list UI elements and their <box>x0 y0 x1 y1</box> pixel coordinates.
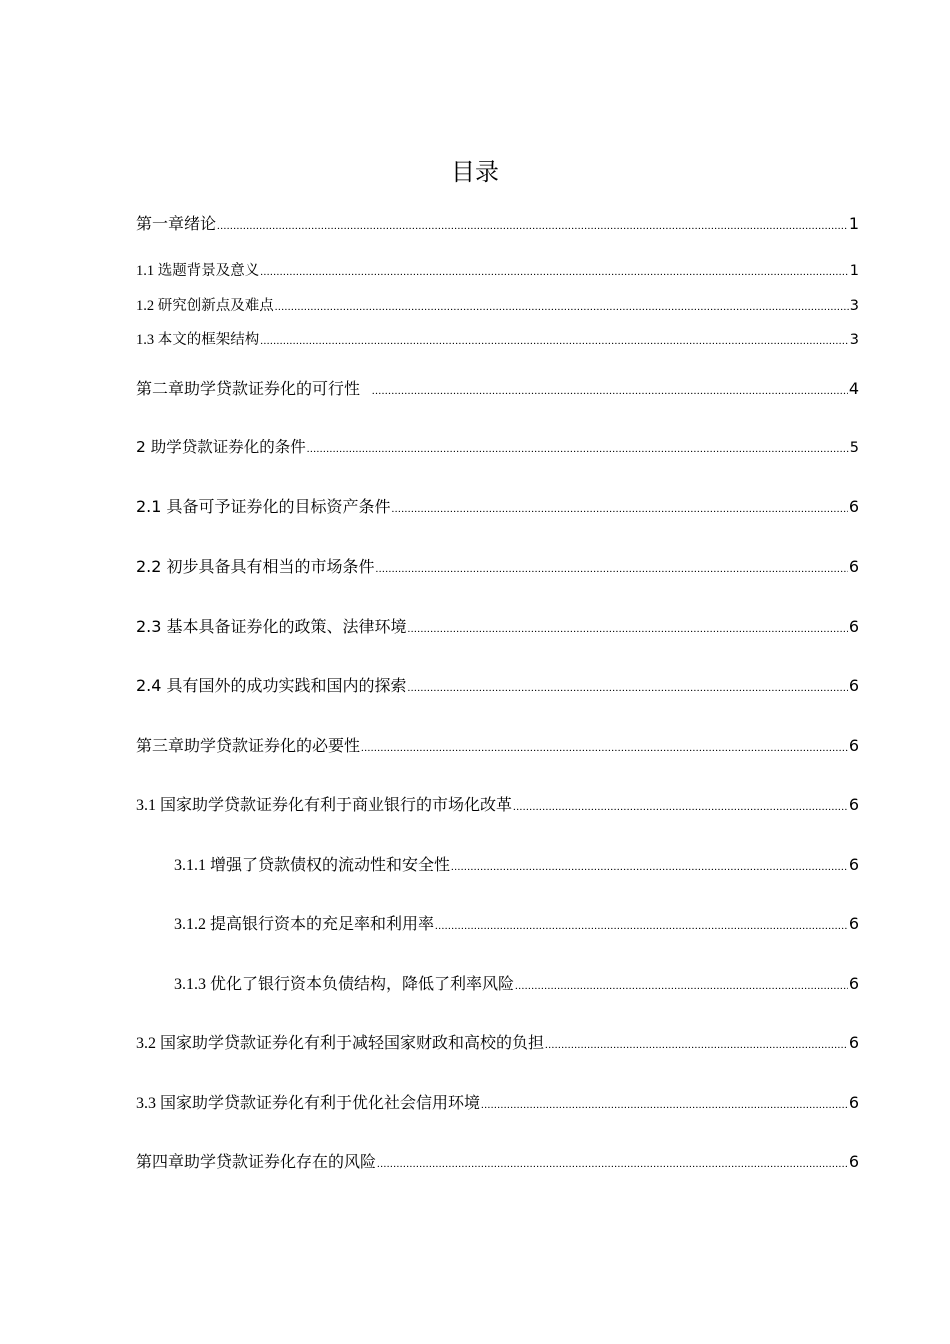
toc-entry-3-1-1[interactable] <box>174 852 859 875</box>
toc-entry-text: 3.2 国家助学贷款证券化有利于减轻国家财政和高校的负担 <box>136 1035 545 1052</box>
toc-page-number: 6 <box>848 736 859 755</box>
toc-entry-text: 1.3 本文的框架结构 <box>136 332 260 348</box>
toc-leader-dots <box>435 920 848 932</box>
toc-entry-text: 2.3 基本具备证券化的政策、法律环境 <box>136 617 407 636</box>
toc-leader-dots <box>217 220 848 232</box>
toc-page-number: 6 <box>848 855 859 874</box>
toc-entry-text: 3.1.2 提高银行资本的充足率和利用率 <box>174 916 435 933</box>
toc-entry-text: 3.3 国家助学贷款证券化有利于优化社会信用环境 <box>136 1095 481 1112</box>
toc-leader-dots <box>392 503 848 515</box>
toc-page-number: 4 <box>848 379 859 398</box>
toc-page-number: 6 <box>848 617 859 636</box>
toc-leader-dots <box>513 801 848 813</box>
toc-leader-dots <box>451 861 848 873</box>
toc-page-number: 5 <box>849 440 859 456</box>
toc-leader-dots <box>408 623 848 635</box>
toc-entry-3-2[interactable] <box>136 1030 859 1053</box>
toc-page-number: 6 <box>848 557 859 576</box>
toc-entry-2-4[interactable] <box>136 673 859 696</box>
toc-leader-dots <box>545 1039 848 1051</box>
toc-entry-2-3[interactable] <box>136 614 859 637</box>
toc-entry-chapter-1[interactable] <box>136 211 859 234</box>
toc-entry-text: 第一章绪论 <box>136 214 217 233</box>
toc-leader-dots <box>377 1158 848 1170</box>
toc-entry-text: 2.1 具备可予证券化的目标资产条件 <box>136 497 391 516</box>
toc-page-number: 3 <box>849 332 859 348</box>
toc-page-number: 6 <box>848 676 859 695</box>
toc-entry-text: 第二章助学贷款证券化的可行性 <box>136 379 361 398</box>
toc-page-number: 6 <box>848 974 859 993</box>
toc-entry-1-3[interactable] <box>136 328 859 349</box>
toc-leader-dots <box>361 742 848 754</box>
toc-entry-2-1[interactable] <box>136 494 859 517</box>
toc-page-number: 1 <box>849 263 859 279</box>
toc-entry-text: 2.4 具有国外的成功实践和国内的探索 <box>136 676 407 695</box>
toc-page-number: 6 <box>848 795 859 814</box>
toc-entry-1-1[interactable] <box>136 259 859 280</box>
toc-entry-chapter-3[interactable] <box>136 733 859 756</box>
toc-leader-dots <box>372 385 848 397</box>
toc-entry-text: 第四章助学贷款证券化存在的风险 <box>136 1152 377 1171</box>
toc-leader-dots <box>376 563 848 575</box>
toc-leader-dots <box>275 301 849 313</box>
toc-page-number: 6 <box>848 497 859 516</box>
page-title: 目录 <box>451 158 499 186</box>
toc-entry-chapter-2[interactable] <box>136 376 859 399</box>
toc-leader-dots <box>260 335 849 347</box>
toc-leader-dots <box>515 980 848 992</box>
toc-entry-chapter-4[interactable] <box>136 1149 859 1172</box>
toc-page-number: 6 <box>848 1152 859 1171</box>
toc-leader-dots <box>408 682 848 694</box>
toc-entry-text: 第三章助学贷款证券化的必要性 <box>136 736 361 755</box>
toc-entry-text: 2 助学贷款证券化的条件 <box>136 438 306 456</box>
toc-entry-text: 3.1 国家助学贷款证券化有利于商业银行的市场化改革 <box>136 797 513 814</box>
toc-page-number: 6 <box>848 914 859 933</box>
toc-page-number: 6 <box>848 1093 859 1112</box>
toc-entry-3-1-2[interactable] <box>174 911 859 934</box>
toc-page-number: 6 <box>848 1033 859 1052</box>
toc-page-number: 3 <box>849 298 859 314</box>
toc-entry-text: 3.1.3 优化了银行资本负债结构，降低了利率风险 <box>174 976 515 993</box>
toc-entry-text: 3.1.1 增强了贷款债权的流动性和安全性 <box>174 857 451 874</box>
toc-entry-3-3[interactable] <box>136 1090 859 1113</box>
toc-entry-2[interactable] <box>136 435 859 457</box>
toc-entry-text: 2.2 初步具备具有相当的市场条件 <box>136 557 375 576</box>
toc-entry-3-1-3[interactable] <box>174 971 859 994</box>
toc-entry-text: 1.1 选题背景及意义 <box>136 263 260 279</box>
toc-leader-dots <box>307 443 849 455</box>
toc-entry-1-2[interactable] <box>136 294 859 315</box>
toc-leader-dots <box>481 1099 848 1111</box>
toc-leader-dots <box>260 266 849 278</box>
toc-entry-3-1[interactable] <box>136 792 859 815</box>
toc-entry-text: 1.2 研究创新点及难点 <box>136 298 274 314</box>
toc-entry-2-2[interactable] <box>136 554 859 577</box>
toc-page-number: 1 <box>848 214 859 233</box>
